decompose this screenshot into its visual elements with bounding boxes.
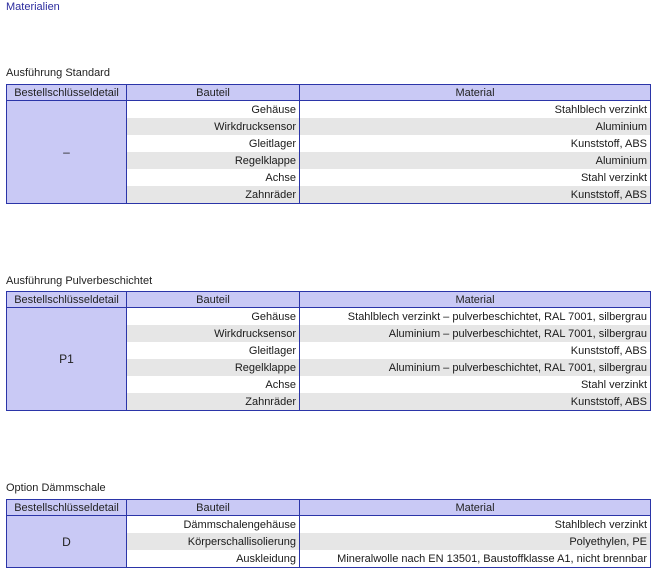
material-cell: Kunststoff, ABS xyxy=(300,135,651,152)
column-header-material: Material xyxy=(300,500,651,516)
materials-table-standard xyxy=(6,84,651,204)
material-cell: Aluminium – pulverbeschichtet, RAL 7001, silbergrau xyxy=(300,325,651,342)
column-header-key: Bestellschlüsseldetail xyxy=(7,85,127,101)
material-cell: Stahlblech verzinkt xyxy=(300,101,651,119)
table-row xyxy=(7,101,651,119)
material-cell: Stahlblech verzinkt xyxy=(300,516,651,534)
material-cell: Stahlblech verzinkt – pulverbeschichtet, RAL 7001, silbergrau xyxy=(300,308,651,326)
column-header-material: Material xyxy=(300,85,651,101)
column-header-part: Bauteil xyxy=(127,500,300,516)
part-cell: Gehäuse xyxy=(127,101,300,119)
part-cell: Dämmschalengehäuse xyxy=(127,516,300,534)
column-header-part: Bauteil xyxy=(127,85,300,101)
order-key-cell: D xyxy=(7,516,127,568)
material-cell: Stahl verzinkt xyxy=(300,169,651,186)
column-header-key: Bestellschlüsseldetail xyxy=(7,292,127,308)
part-cell: Achse xyxy=(127,169,300,186)
column-header-key: Bestellschlüsseldetail xyxy=(7,500,127,516)
page-title: Materialien xyxy=(6,1,60,13)
part-cell: Gehäuse xyxy=(127,308,300,326)
part-cell: Gleitlager xyxy=(127,342,300,359)
table-header-row xyxy=(7,500,651,516)
material-cell: Stahl verzinkt xyxy=(300,376,651,393)
part-cell: Zahnräder xyxy=(127,393,300,411)
part-cell: Gleitlager xyxy=(127,135,300,152)
materials-table-insulation xyxy=(6,499,651,568)
table-header-row xyxy=(7,85,651,101)
material-cell: Aluminium – pulverbeschichtet, RAL 7001, silbergrau xyxy=(300,359,651,376)
material-cell: Kunststoff, ABS xyxy=(300,342,651,359)
table-row xyxy=(7,308,651,326)
column-header-part: Bauteil xyxy=(127,292,300,308)
part-cell: Körperschallisolierung xyxy=(127,533,300,550)
part-cell: Regelklappe xyxy=(127,359,300,376)
part-cell: Wirkdrucksensor xyxy=(127,325,300,342)
part-cell: Wirkdrucksensor xyxy=(127,118,300,135)
section-title-powder-coated: Ausführung Pulverbeschichtet xyxy=(6,275,153,287)
column-header-material: Material xyxy=(300,292,651,308)
table-row xyxy=(7,516,651,534)
part-cell: Auskleidung xyxy=(127,550,300,568)
material-cell: Aluminium xyxy=(300,152,651,169)
table-header-row xyxy=(7,292,651,308)
material-cell: Kunststoff, ABS xyxy=(300,186,651,204)
material-cell: Polyethylen, PE xyxy=(300,533,651,550)
part-cell: Achse xyxy=(127,376,300,393)
section-title-insulation: Option Dämmschale xyxy=(6,482,106,494)
material-cell: Mineralwolle nach EN 13501, Baustoffklasse A1, nicht brennbar xyxy=(300,550,651,568)
section-title-standard: Ausführung Standard xyxy=(6,67,110,79)
material-cell: Aluminium xyxy=(300,118,651,135)
part-cell: Regelklappe xyxy=(127,152,300,169)
part-cell: Zahnräder xyxy=(127,186,300,204)
order-key-cell: P1 xyxy=(7,308,127,411)
order-key-cell: – xyxy=(7,101,127,204)
materials-table-powder-coated xyxy=(6,291,651,411)
material-cell: Kunststoff, ABS xyxy=(300,393,651,411)
